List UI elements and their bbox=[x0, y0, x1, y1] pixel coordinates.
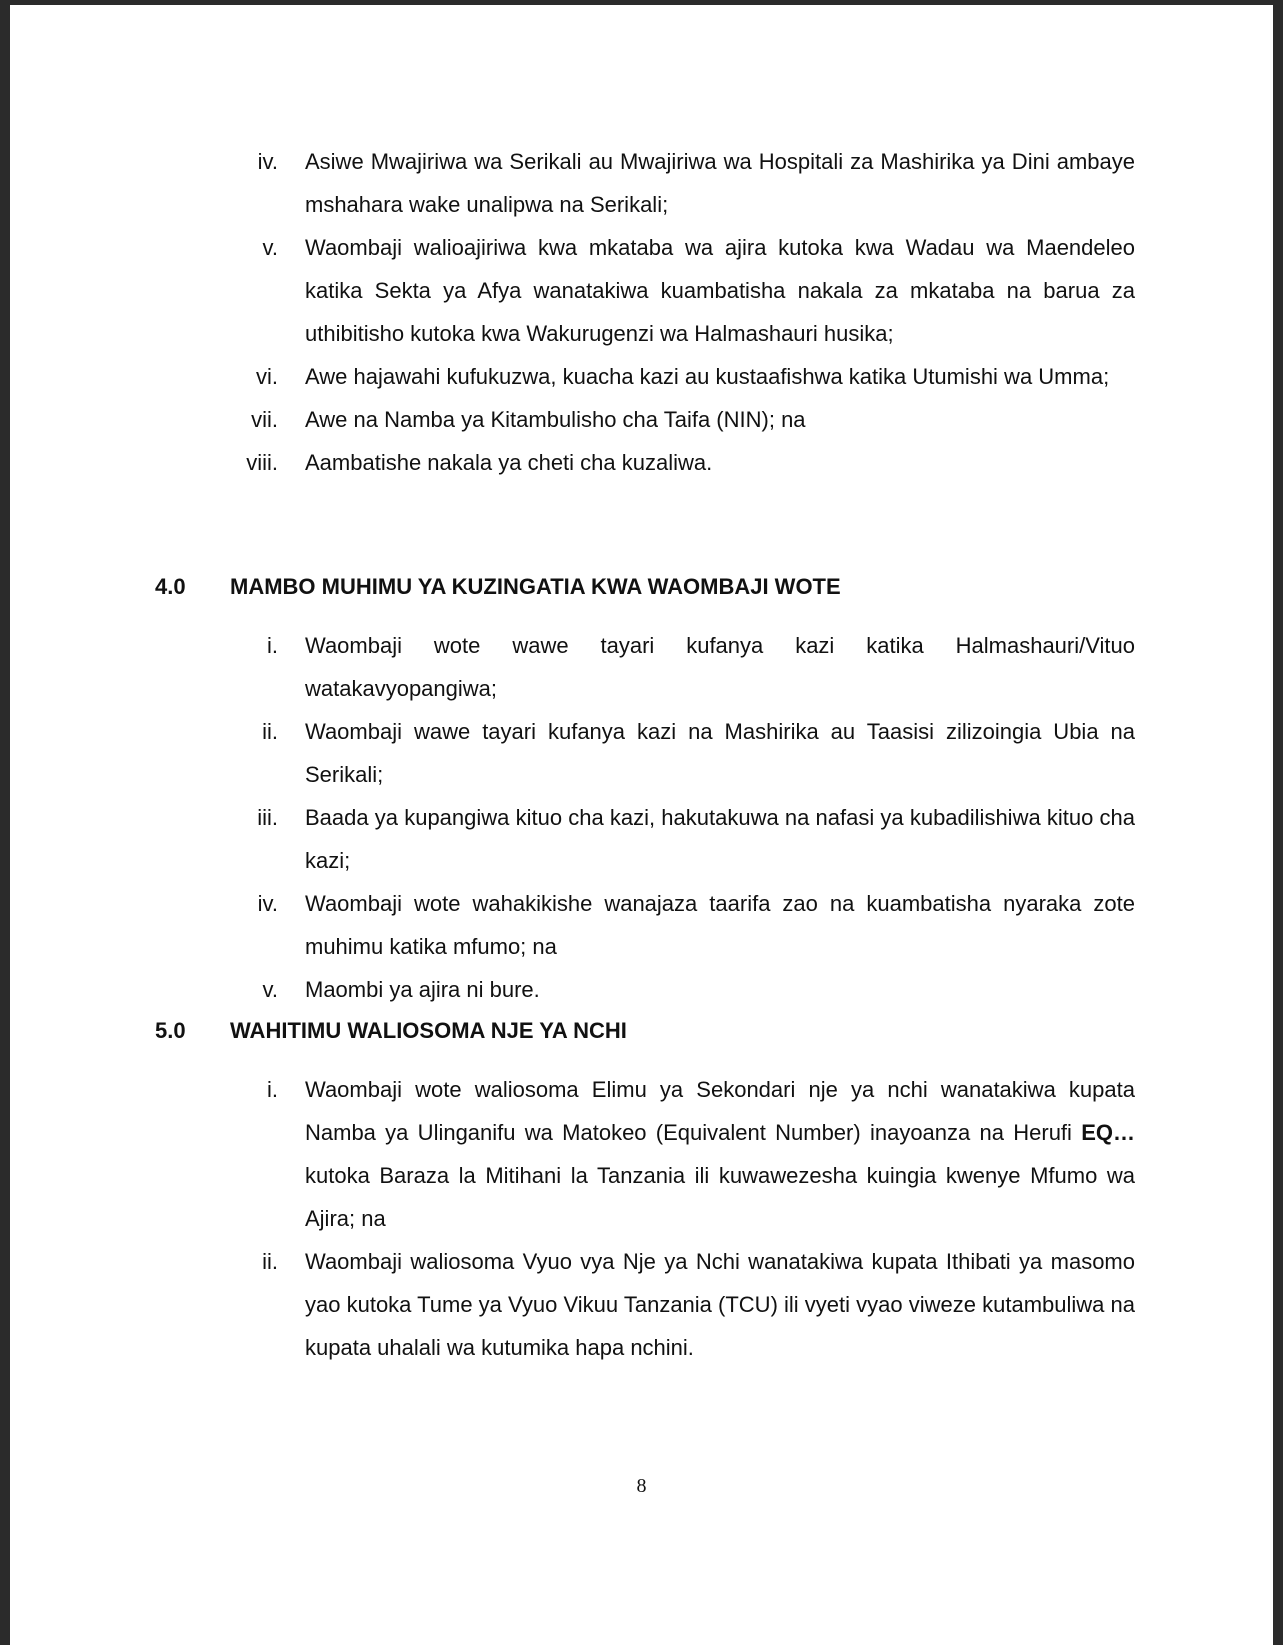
page-number: 8 bbox=[636, 1475, 647, 1497]
list-item-number: v. bbox=[262, 235, 278, 260]
list-item-number: iv. bbox=[257, 891, 278, 916]
list-item-text: Waombaji walioajiriwa kwa mkataba wa ajira kutoka kwa Wadau wa Maendeleo katika Sekta ya Afya wanatakiwa kuambatisha nakala za mkataba na barua za uthibitisho kutoka kwa Wakurugenzi wa Halmashauri husika; bbox=[305, 235, 1135, 346]
list-item-text: Maombi ya ajira ni bure. bbox=[305, 977, 540, 1002]
list-item-text: Baada ya kupangiwa kituo cha kazi, hakutakuwa na nafasi ya kubadilishiwa kituo cha kazi; bbox=[305, 805, 1135, 873]
list-item-text: Waombaji wote wahakikishe wanajaza taarifa zao na kuambatisha nyaraka zote muhimu katika mfumo; na bbox=[305, 891, 1135, 959]
list-item-number: i. bbox=[267, 1077, 278, 1102]
list-item-text: Aambatishe nakala ya cheti cha kuzaliwa. bbox=[305, 450, 713, 475]
list-item-number: ii. bbox=[262, 719, 278, 744]
list-item-text: Waombaji wote wawe tayari kufanya kazi katika Halmashauri/Vituo watakavyopangiwa; bbox=[305, 633, 1135, 701]
list-item-number: i. bbox=[267, 633, 278, 658]
list-item-number: iii. bbox=[257, 805, 278, 830]
list-item-text: Waombaji waliosoma Vyuo vya Nje ya Nchi wanatakiwa kupata Ithibati ya masomo yao kutoka Tume ya Vyuo Vikuu Tanzania (TCU) ili vyeti vyao viweze kutambuliwa na kupata uhalali wa kutumika hapa nchini. bbox=[305, 1249, 1135, 1360]
list-item bbox=[10, 441, 1273, 484]
list-item-text-part: Waombaji wote waliosoma Elimu ya Sekondari nje ya nchi wanatakiwa kupata Namba ya Ulinganifu wa Matokeo (Equivalent Number) inayoanza na Herufi bbox=[305, 1077, 1135, 1145]
list-item bbox=[10, 398, 1273, 441]
list-item bbox=[10, 882, 1273, 968]
list-item bbox=[10, 140, 1273, 226]
list-item-text bbox=[305, 1068, 1135, 1240]
list-item-number: ii. bbox=[262, 1249, 278, 1274]
list-item bbox=[10, 796, 1273, 882]
list-item-number: v. bbox=[262, 977, 278, 1002]
list-item-text: Asiwe Mwajiriwa wa Serikali au Mwajiriwa wa Hospitali za Mashirika ya Dini ambaye mshahara wake unalipwa na Serikali; bbox=[305, 149, 1135, 217]
section-title: MAMBO MUHIMU YA KUZINGATIA KWA WAOMBAJI WOTE bbox=[230, 574, 841, 599]
list-item-text: Awe na Namba ya Kitambulisho cha Taifa (NIN); na bbox=[305, 407, 806, 432]
list-item-text: Awe hajawahi kufukuzwa, kuacha kazi au kustaafishwa katika Utumishi wa Umma; bbox=[305, 364, 1110, 389]
section-title: WAHITIMU WALIOSOMA NJE YA NCHI bbox=[230, 1018, 627, 1043]
list-item-text-part: kutoka Baraza la Mitihani la Tanzania ili kuwawezesha kuingia kwenye Mfumo wa Ajira; na bbox=[305, 1163, 1135, 1231]
list-item bbox=[10, 968, 1273, 1011]
section-number: 4.0 bbox=[155, 574, 186, 599]
list-item-number: vii. bbox=[251, 407, 278, 432]
list-item bbox=[10, 1068, 1273, 1240]
list-item bbox=[10, 624, 1273, 710]
list-item bbox=[10, 226, 1273, 355]
section-number: 5.0 bbox=[155, 1018, 186, 1043]
section-5-list bbox=[10, 1068, 1273, 1369]
list-item-number: viii. bbox=[246, 450, 278, 475]
document-page bbox=[10, 5, 1273, 1645]
list-item-number: vi. bbox=[256, 364, 278, 389]
bold-prefix-text: EQ… bbox=[1081, 1120, 1135, 1145]
list-item-text: Waombaji wawe tayari kufanya kazi na Mashirika au Taasisi zilizoingia Ubia na Serikali; bbox=[305, 719, 1135, 787]
section-4-list bbox=[10, 624, 1273, 1011]
list-item bbox=[10, 355, 1273, 398]
list-item bbox=[10, 710, 1273, 796]
requirements-list bbox=[10, 140, 1273, 484]
list-item-number: iv. bbox=[257, 149, 278, 174]
list-item bbox=[10, 1240, 1273, 1369]
